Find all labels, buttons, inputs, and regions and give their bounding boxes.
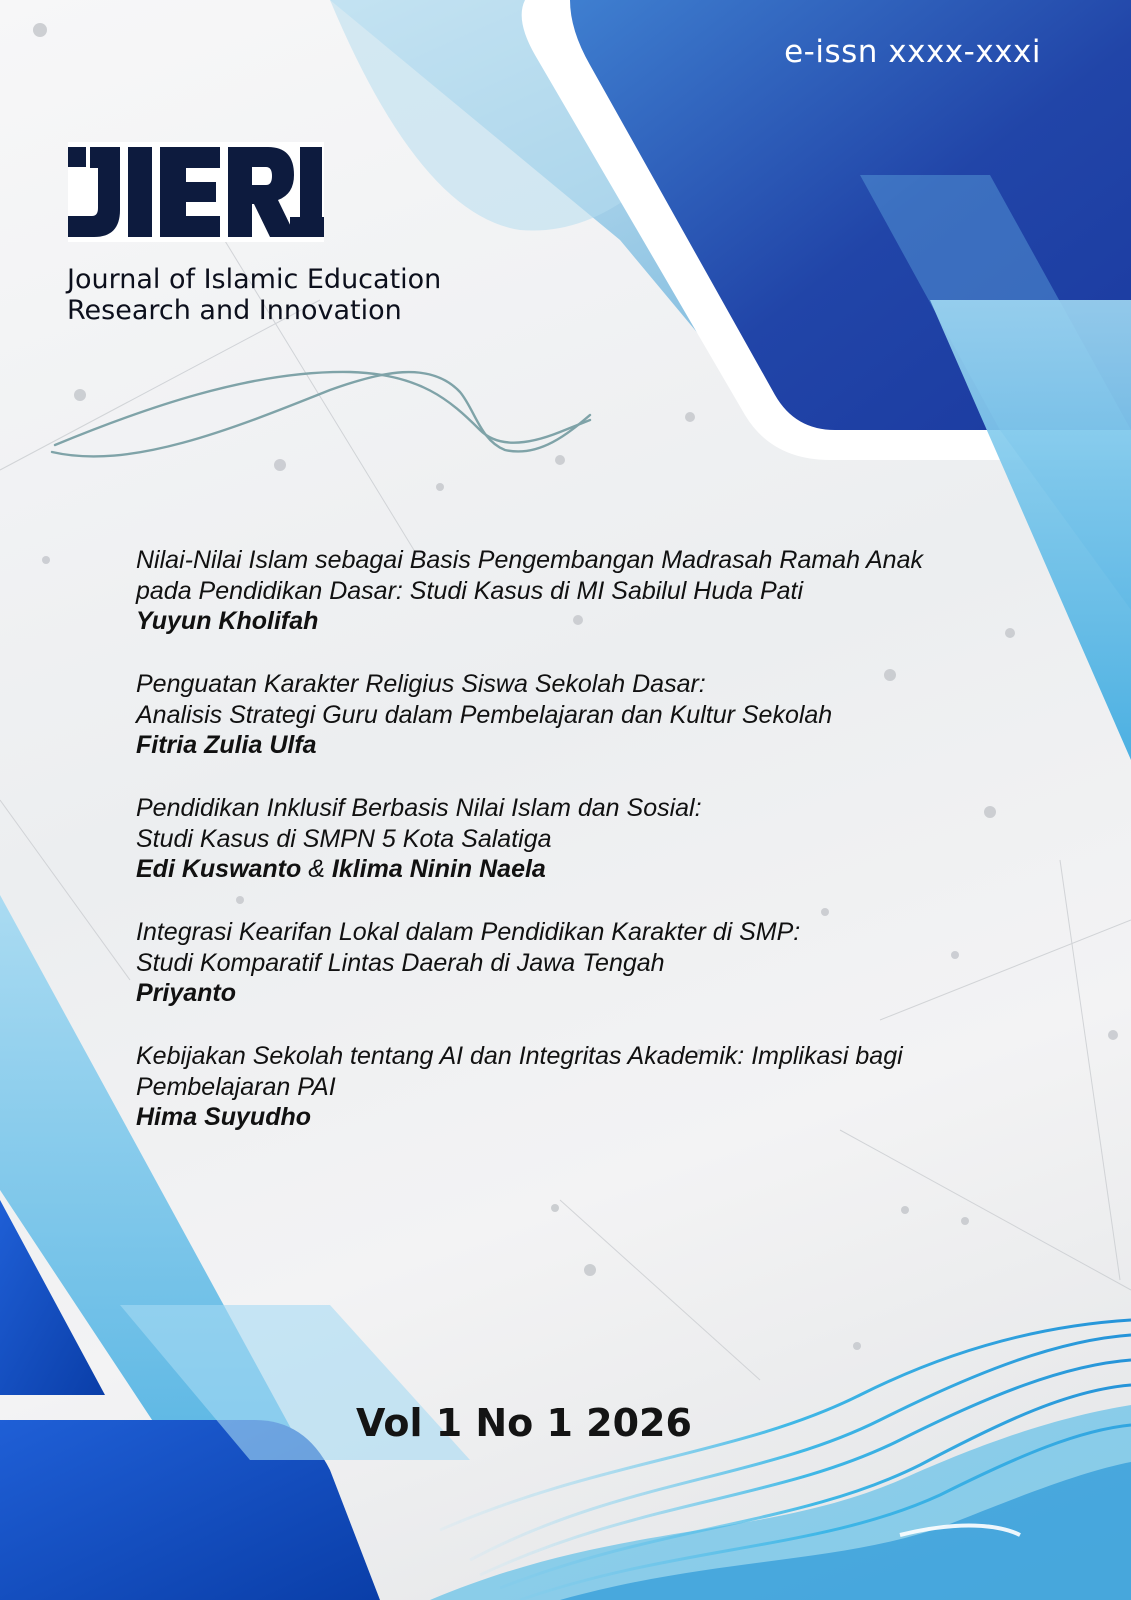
article-title xyxy=(136,669,1036,730)
article-title xyxy=(136,545,1036,606)
journal-logo xyxy=(68,142,324,242)
article-title-line: Studi Komparatif Lintas Daerah di Jawa Tengah xyxy=(136,948,665,977)
article-title xyxy=(136,793,1036,854)
article-title-line: Analisis Strategi Guru dalam Pembelajaran dan Kultur Sekolah xyxy=(136,700,833,729)
author-name: Yuyun Kholifah xyxy=(136,607,319,635)
article-authors xyxy=(136,606,1036,636)
author-name: Iklima Ninin Naela xyxy=(331,855,546,883)
article-title-line: Integrasi Kearifan Lokal dalam Pendidikan Karakter di SMP: xyxy=(136,918,801,946)
journal-name xyxy=(67,264,441,326)
article-authors xyxy=(136,854,1036,884)
decorative-flourish xyxy=(52,372,590,457)
article-title-line: Kebijakan Sekolah tentang AI dan Integritas Akademik: Implikasi bagi xyxy=(136,1042,903,1070)
author-name: Edi Kuswanto xyxy=(136,855,302,883)
journal-name-line-2: Research and Innovation xyxy=(67,295,402,326)
article-authors xyxy=(136,730,1036,760)
author-name: Fitria Zulia Ulfa xyxy=(136,731,317,759)
article-title-line: Pendidikan Inklusif Berbasis Nilai Islam dan Sosial: xyxy=(136,794,702,822)
article-title xyxy=(136,917,1036,978)
author-name: Priyanto xyxy=(136,979,237,1007)
article-item xyxy=(136,545,1036,636)
article-title-line: Nilai-Nilai Islam sebagai Basis Pengembangan Madrasah Ramah Anak xyxy=(136,546,923,574)
article-authors xyxy=(136,978,1036,1008)
article-title-line: pada Pendidikan Dasar: Studi Kasus di MI Sabilul Huda Pati xyxy=(136,576,804,605)
article-title-line: Studi Kasus di SMPN 5 Kota Salatiga xyxy=(136,824,552,853)
article-item xyxy=(136,1041,1036,1132)
issn-label: e-issn xxxx-xxxi xyxy=(784,34,1041,70)
article-item xyxy=(136,669,1036,760)
article-item xyxy=(136,793,1036,884)
article-title-line: Penguatan Karakter Religius Siswa Sekolah Dasar: xyxy=(136,670,706,698)
author-name: Hima Suyudho xyxy=(136,1103,312,1131)
article-list xyxy=(136,545,1036,1165)
article-title xyxy=(136,1041,1036,1102)
article-title-line: Pembelajaran PAI xyxy=(136,1072,336,1101)
article-authors xyxy=(136,1102,1036,1132)
author-separator: & xyxy=(308,855,332,883)
volume-label: Vol 1 No 1 2026 xyxy=(356,1401,692,1445)
article-item xyxy=(136,917,1036,1008)
journal-name-line-1: Journal of Islamic Education xyxy=(67,264,442,295)
